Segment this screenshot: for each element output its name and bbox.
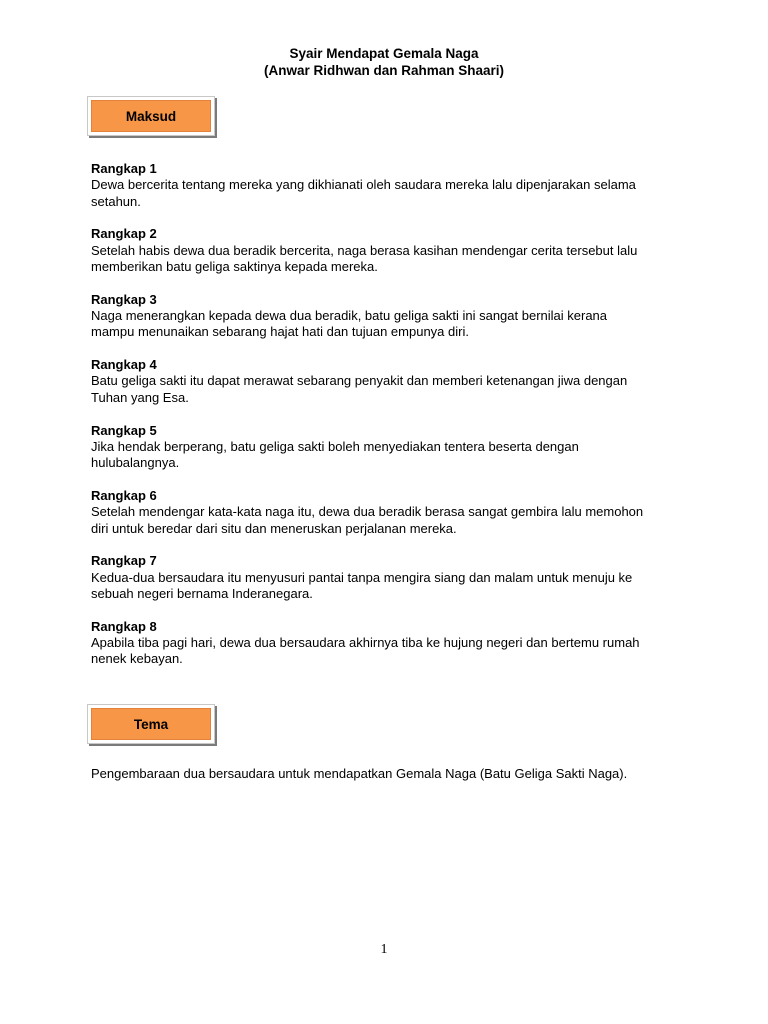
maksud-section-header xyxy=(87,96,215,136)
stanza-line: Naga menerangkan kepada dewa dua beradik, batu geliga sakti ini sangat bernilai kerana xyxy=(91,308,608,324)
stanza-block xyxy=(91,292,691,341)
stanza-line: Apabila tiba pagi hari, dewa dua bersaudara akhirnya tiba ke hujung negeri dan bertemu rumah xyxy=(91,635,640,651)
stanza-heading: Rangkap 6 xyxy=(91,487,157,503)
tema-label: Tema xyxy=(91,708,211,740)
stanza-line: Dewa bercerita tentang mereka yang dikhianati oleh saudara mereka lalu dipenjarakan selama xyxy=(91,177,636,193)
stanza-block xyxy=(91,423,691,472)
document-title xyxy=(0,45,768,79)
stanza-line: Setelah habis dewa dua beradik bercerita, naga berasa kasihan mendengar cerita tersebut lalu xyxy=(91,242,638,258)
stanza-block xyxy=(91,226,691,275)
stanza-heading: Rangkap 4 xyxy=(91,357,157,373)
maksud-label: Maksud xyxy=(91,100,211,132)
stanza-line: Setelah mendengar kata-kata naga itu, dewa dua beradik berasa sangat gembira lalu memohon xyxy=(91,504,644,520)
stanza-line: memberikan batu geliga saktinya kepada mereka. xyxy=(91,258,378,274)
title-line-main: Syair Mendapat Gemala Naga xyxy=(289,46,479,61)
stanza-block xyxy=(91,161,691,210)
stanza-heading: Rangkap 7 xyxy=(91,553,157,569)
stanza-line: Batu geliga sakti itu dapat merawat sebarang penyakit dan memberi ketenangan jiwa dengan xyxy=(91,373,628,389)
stanza-block xyxy=(91,619,691,668)
stanza-block xyxy=(91,488,691,537)
tema-text: Pengembaraan dua bersaudara untuk mendapatkan Gemala Naga (Batu Geliga Sakti Naga). xyxy=(91,766,628,781)
stanza-line: Kedua-dua bersaudara itu menyusuri pantai tanpa mengira siang dan malam untuk menuju ke xyxy=(91,569,633,585)
stanza-heading: Rangkap 8 xyxy=(91,618,157,634)
stanza-block xyxy=(91,553,691,602)
stanza-line: hulubalangnya. xyxy=(91,455,180,471)
stanza-list xyxy=(91,161,691,684)
stanza-line: diri untuk beredar dari situ dan meneruskan perjalanan mereka. xyxy=(91,520,457,536)
stanza-line: setahun. xyxy=(91,193,141,209)
stanza-heading: Rangkap 2 xyxy=(91,226,157,242)
stanza-heading: Rangkap 3 xyxy=(91,291,157,307)
stanza-line: sebuah negeri bernama Inderanegara. xyxy=(91,585,313,601)
title-line-authors: (Anwar Ridhwan dan Rahman Shaari) xyxy=(263,63,505,78)
stanza-line: nenek kebayan. xyxy=(91,651,183,667)
stanza-line: Jika hendak berperang, batu geliga sakti boleh menyediakan tentera beserta dengan xyxy=(91,438,579,454)
stanza-line: mampu menunaikan sebarang hajat hati dan tujuan empunya diri. xyxy=(91,324,469,340)
stanza-heading: Rangkap 1 xyxy=(91,161,157,176)
stanza-line: Tuhan yang Esa. xyxy=(91,389,189,405)
stanza-block xyxy=(91,357,691,406)
stanza-heading: Rangkap 5 xyxy=(91,422,157,438)
tema-section-header xyxy=(87,704,215,744)
page-number: 1 xyxy=(380,942,388,957)
